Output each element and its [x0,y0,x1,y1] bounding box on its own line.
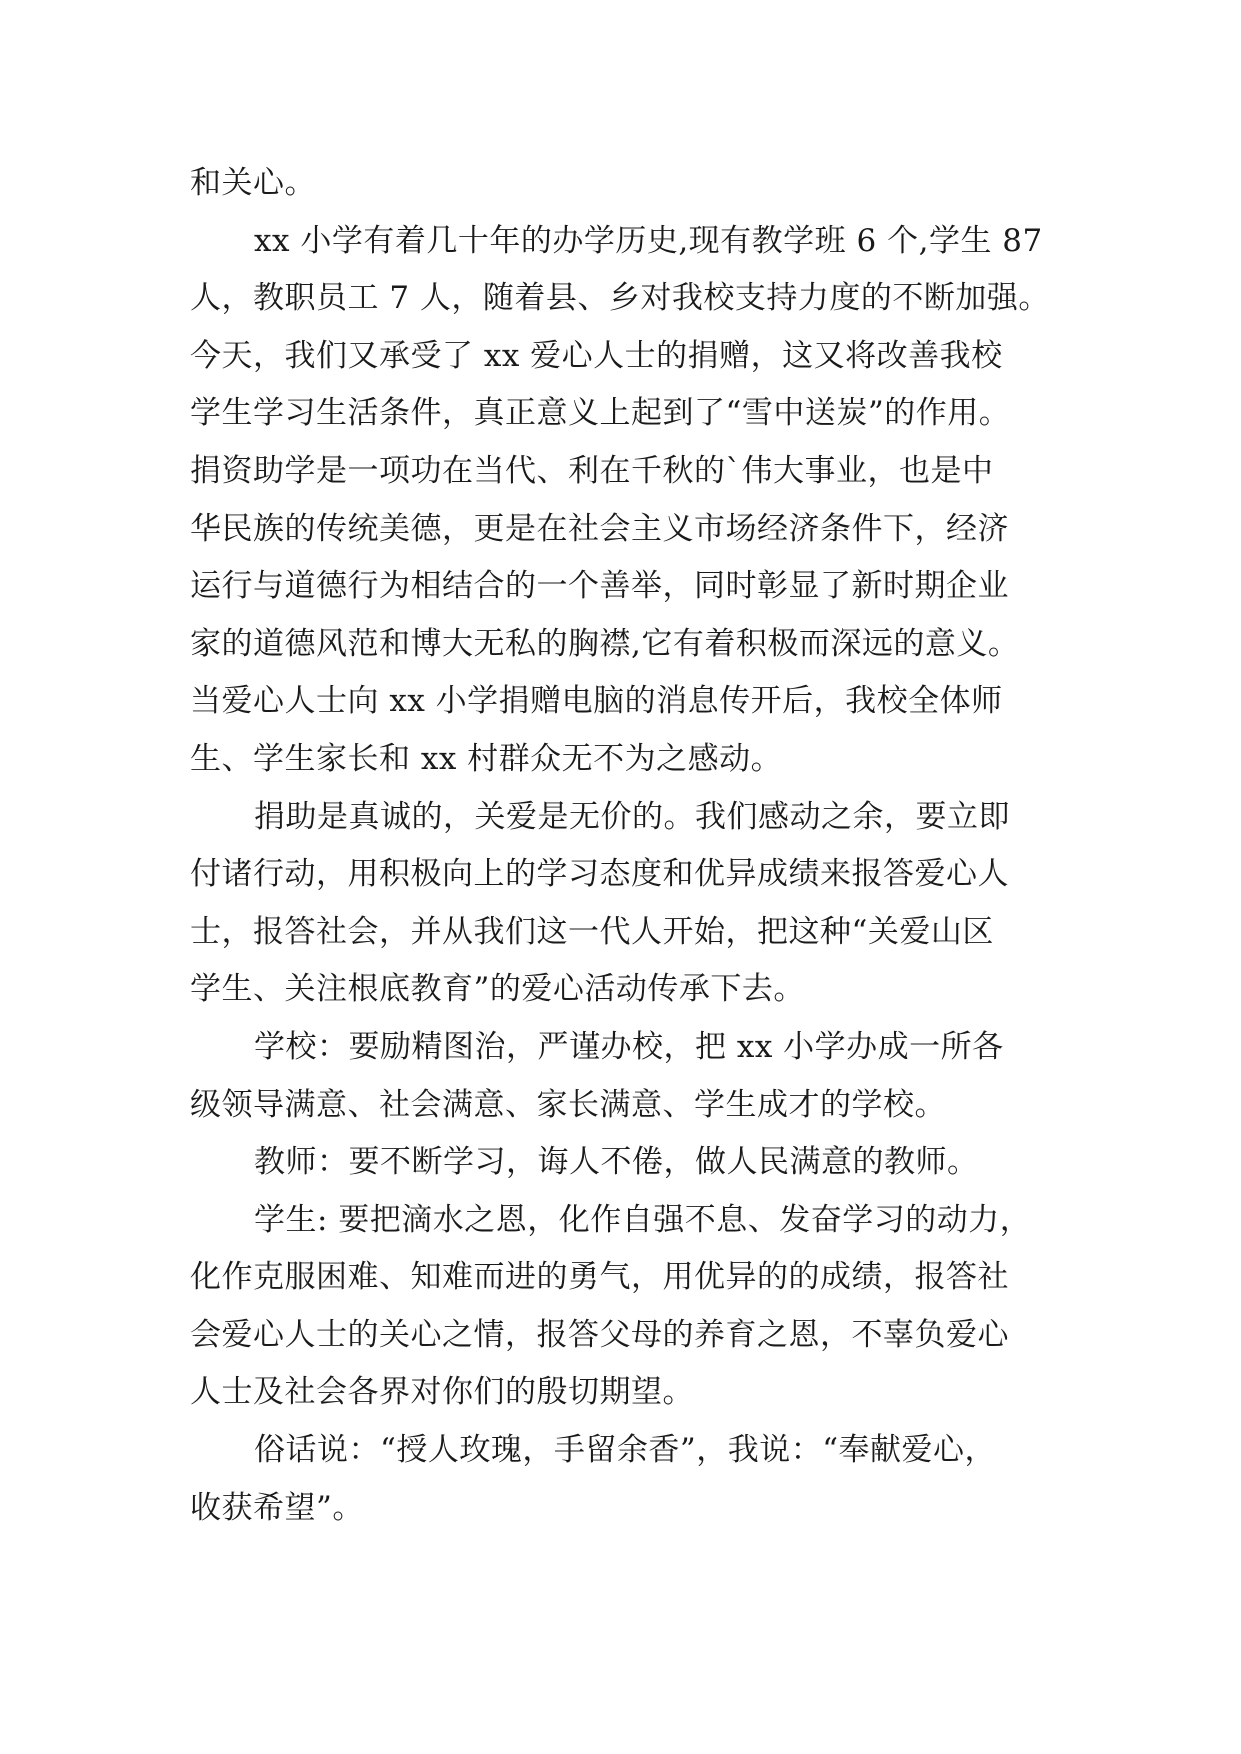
document-body [190,155,1070,1537]
text-line: 捐资助学是一项功在当代、利在千秋的`伟大事业，也是中 [190,452,994,489]
text-line: 华民族的传统美德，更是在社会主义市场经济条件下，经济 [190,510,1009,547]
text-line: 学生学习生活条件，真正意义上起到了“雪中送炭”的作用。 [190,395,1011,432]
text-line: 收获希望”。 [190,1489,364,1526]
text-line: 捐助是真诚的，关爱是无价的。我们感动之余，要立即 [254,798,1010,835]
text-line: 士，报答社会，并从我们这一代人开始，把这种“关爱山区 [190,913,994,950]
text-line: 家的道德风范和博大无私的胸襟,它有着积极而深远的意义。 [190,625,1020,662]
text-line: 人，教职员工 7 人，随着县、乡对我校支持力度的不断加强。 [190,280,1050,317]
text-line: 运行与道德行为相结合的一个善举，同时彰显了新时期企业 [190,568,1009,605]
text-line: 化作克服困难、知难而进的勇气，用优异的的成绩，报答社 [190,1259,1009,1296]
text-line: 学校：要励精图治，严谨办校，把 xx 小学办成一所各 [254,1028,1004,1065]
text-line: 级领导满意、社会满意、家长满意、学生成才的学校。 [190,1086,946,1123]
text-line: 今天，我们又承受了 xx 爱心人士的捐赠，这又将改善我校 [190,337,1003,374]
text-line: 俗话说：“授人玫瑰，手留余香”，我说：“奉献爱心， [254,1432,997,1469]
text-line: 生、学生家长和 xx 村群众无不为之感动。 [190,740,783,777]
text-line: 当爱心人士向 xx 小学捐赠电脑的消息传开后，我校全体师 [190,683,1003,720]
text-line: 人士及社会各界对你们的殷切期望。 [190,1374,694,1411]
text-line: 付诸行动，用积极向上的学习态度和优异成绩来报答爱心人 [190,856,1009,893]
text-line: 教师：要不断学习，诲人不倦，做人民满意的教师。 [254,1144,979,1181]
text-line: 学生: 要把滴水之恩，化作自强不息、发奋学习的动力， [254,1201,1032,1238]
text-line: xx 小学有着几十年的办学历史,现有教学班 6 个,学生 87 [254,222,1043,259]
text-line: 和关心。 [190,165,316,201]
text-line: 学生、关注根底教育”的爱心活动传承下去。 [190,971,805,1008]
text-line: 会爱心人士的关心之情，报答父母的养育之恩，不辜负爱心 [190,1316,1009,1353]
